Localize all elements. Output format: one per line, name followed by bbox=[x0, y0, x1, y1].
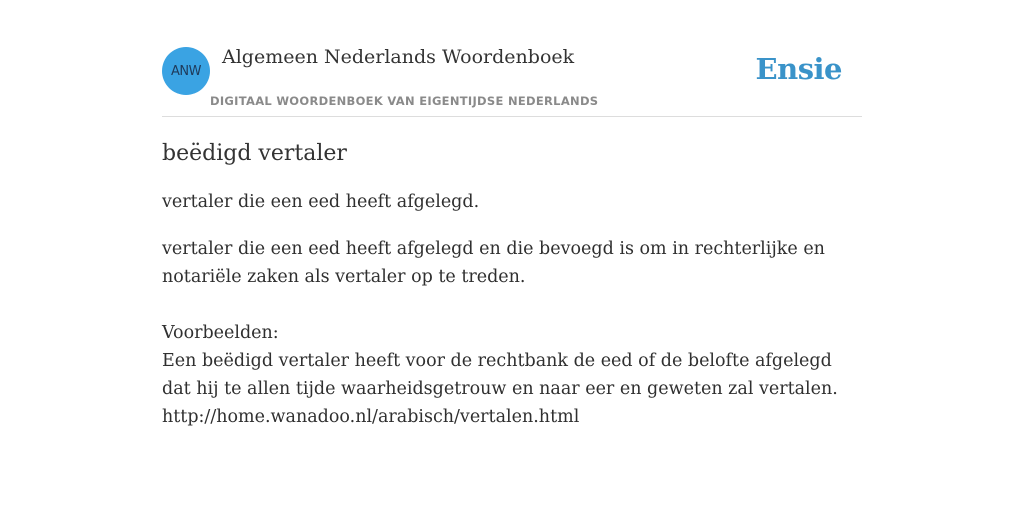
ensie-brand-link[interactable]: Ensie bbox=[755, 52, 842, 86]
site-tagline: DIGITAAL WOORDENBOEK VAN EIGENTIJDSE NEDERLANDS bbox=[210, 94, 599, 108]
header bbox=[162, 40, 862, 117]
logo-text: ANW bbox=[171, 63, 201, 79]
entry-definition: vertaler die een eed heeft afgelegd. bbox=[162, 192, 480, 212]
examples-label: Voorbeelden: bbox=[162, 323, 279, 343]
site-title[interactable]: Algemeen Nederlands Woordenboek bbox=[222, 46, 575, 68]
entry-explanation: vertaler die een eed heeft afgelegd en die bevoegd is om in rechterlijke en notariële zaken als vertaler op te treden. bbox=[162, 239, 825, 287]
entry-headword: beëdigd vertaler bbox=[162, 141, 347, 166]
example-source: http://home.wanadoo.nl/arabisch/vertalen.html bbox=[162, 407, 580, 427]
example-text: Een beëdigd vertaler heeft voor de rechtbank de eed of de belofte afgelegd dat hij te allen tijde waarheidsgetrouw en naar eer en geweten zal vertalen. bbox=[162, 351, 838, 399]
entry-examples bbox=[162, 319, 862, 431]
anw-logo[interactable] bbox=[162, 47, 210, 95]
entry-content bbox=[162, 138, 862, 431]
